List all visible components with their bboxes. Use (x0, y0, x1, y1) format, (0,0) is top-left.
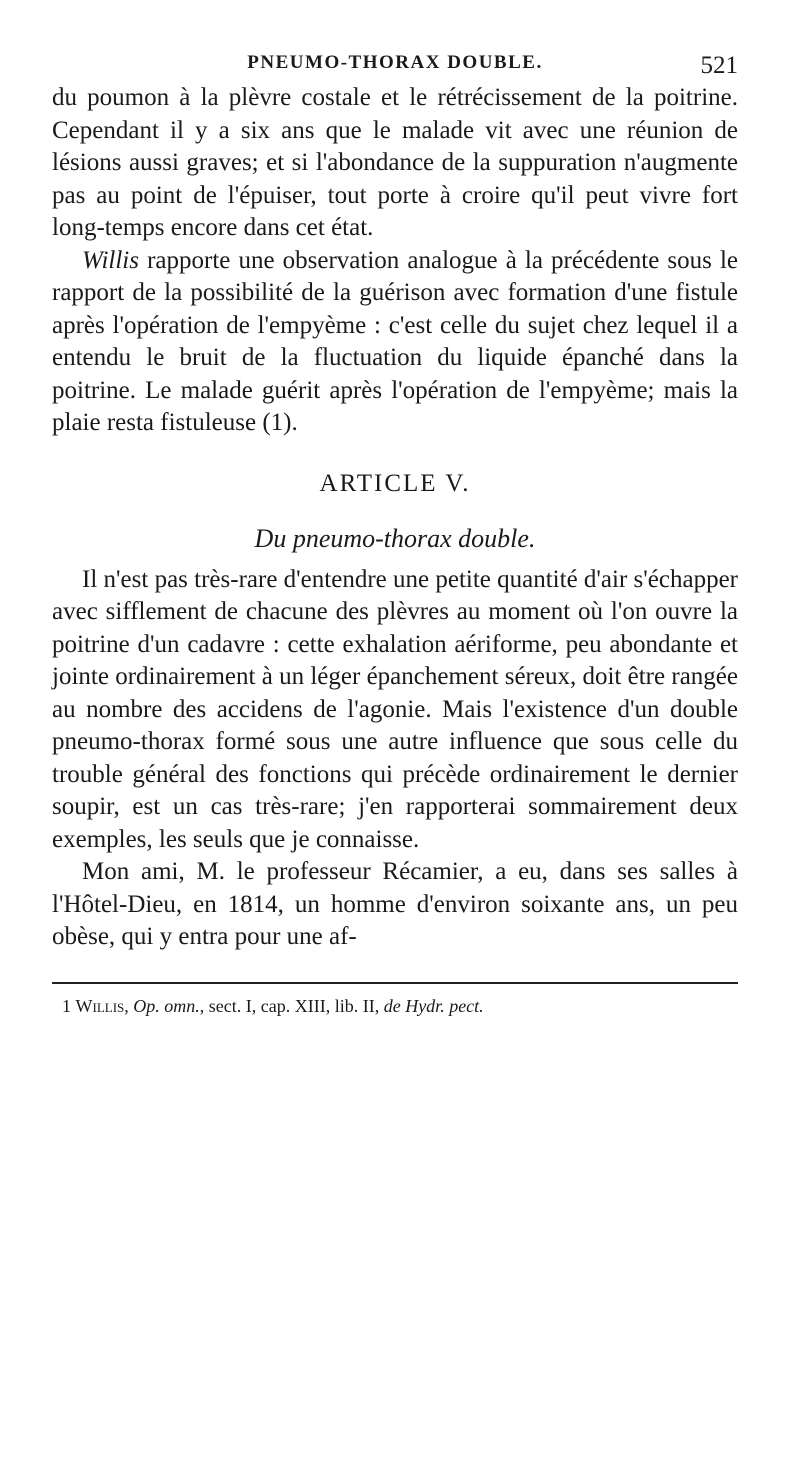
running-head-title: PNEUMO-THORAX DOUBLE. (247, 52, 543, 73)
article-subheading: Du pneumo-thorax double. (254, 523, 536, 553)
footnote-section: de Hydr. pect. (383, 995, 484, 1016)
footnote-text-b: , sect. I, cap. XIII, lib. II, (199, 995, 384, 1016)
footnote-author: Willis (75, 995, 125, 1016)
paragraph-3: Il n'est pas très-rare d'entendre une petite quantité d'air s'échapper avec sifflement de chacune des plèvres au moment où l'on ouvre la poitrine d'un cadavre : cette exhalation aériforme, peu abondante et jointe ordinairement à un léger épanchement séreux, doit être rangée au nombre des accidens de l'agonie. Mais l'existence d'un double pneumo-thorax formé sous une autre influence que sous celle du trouble général des fonctions qui précède ordinairement le dernier soupir, est un cas très-rare; j'en rapporterai sommairement deux exemples, les seuls que je connaisse. (52, 565, 738, 853)
paragraph-2-text: rapporte une observation analogue à la précédente sous le rapport de la possibilité de la guérison avec formation d'une fistule après l'opération de l'empyème : c'est celle du sujet chez lequel il a entendu le bruit de la fluctuation du liquide épanché dans la poitrine. Le malade guérit après l'opération de l'empyème; mais la plaie resta fistuleuse (1). (52, 246, 738, 436)
footnote-work: Op. omn. (133, 995, 200, 1016)
footnote-rule (52, 982, 738, 984)
paragraph-2 (52, 245, 738, 440)
footnote (52, 994, 738, 1018)
article-heading: ARTICLE V. (319, 469, 471, 497)
paragraph-1: du poumon à la plèvre costale et le rétrécissement de la poitrine. Cependant il y a six ans que le malade vit avec une réunion de lésions aussi graves; et si l'abondance de la suppuration n'augmente pas au point de l'épuiser, tout porte à croire qu'il peut vivre fort long-temps encore dans cet état. (52, 84, 738, 241)
footnote-text-a: , (124, 995, 134, 1016)
running-head (52, 52, 738, 82)
page-number: 521 (700, 52, 738, 79)
paragraph-4: Mon ami, M. le professeur Récamier, a eu, dans ses salles à l'Hôtel-Dieu, en 1814, un homme d'environ soixante ans, un peu obèse, qui y entra pour une af- (52, 858, 738, 950)
author-name: Willis (82, 246, 139, 274)
footnote-marker: 1 (62, 995, 71, 1016)
document-page (52, 52, 738, 1018)
